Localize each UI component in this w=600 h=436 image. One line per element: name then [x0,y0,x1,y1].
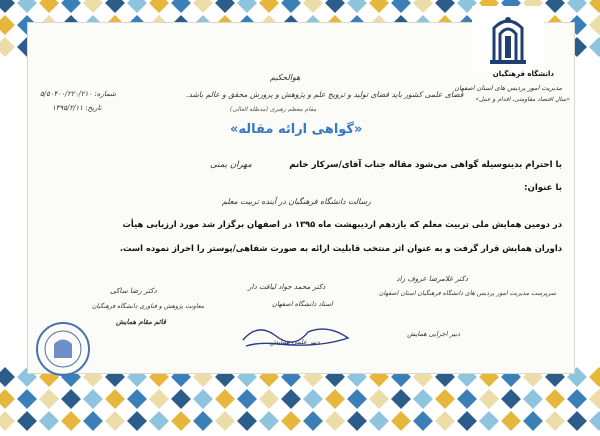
university-emblem-icon [472,6,544,72]
letter-date: تاریخ: ۱۳۹۵/۲/۱۱ [52,104,102,112]
subject-label: با عنوان: [524,183,562,193]
slogan-text: فضای علمی کشور باید فضای تولید و ترویج علم و پژوهش و پرورش محقق و عالم باشد. [186,90,464,99]
recipient-line: با احترام بدینوسیله گواهی می‌شود مقاله جناب آقای/سرکار خانم [289,160,562,170]
signatory-1-name: دکتر رضا ساکی [110,286,157,295]
letter-number: شماره: ۵/۵۰۴۰۰/۲۲۰/۲۱۰ [40,90,116,98]
signatory-1-role: قائم مقام همایش [116,318,166,326]
signatory-2-name: دکتر محمد جواد لیاقت دار [248,282,326,291]
body-line-1: در دومین همایش ملی تربیت معلم که یازدهم اردیبهشت ماه ۱۳۹۵ در اصفهان برگزار شد مورد ارزیابی هیأت [122,219,562,229]
signatory-2-role: دبیر علمی همایش [270,338,320,346]
signature-scribble [238,318,358,352]
org-name: دانشگاه فرهنگیان [492,70,554,78]
recipient-name: مهران یمنی [210,160,252,170]
certificate-title: «گواهی ارائه مقاله» [230,122,363,137]
body-line-2: داوران همایش قرار گرفت و به عنوان اثر منتخب قابلیت ارائه به صورت شفاهی/پوستر را احراز نموده است. [119,243,562,253]
signatory-2-title: استاد دانشگاه اصفهان [272,300,333,308]
slogan-source: مقام معظم رهبری (مدظله العالی) [230,106,317,113]
org-subtitle: مدیریت امور پردیس های استان اصفهان [454,84,562,92]
signatory-3-name: دکتر غلامرضا عروف زاد [396,274,468,283]
subject-text: رسالت دانشگاه فرهنگیان در آینده تربیت معلم [222,197,371,206]
signatory-3-title: سرپرست مدیریت امور پردیس های دانشگاه فرهنگیان استان اصفهان [379,290,556,297]
signatory-3-role: دبیر اجرایی همایش [407,330,460,338]
signatory-1-title: معاونت پژوهش و فناوری دانشگاه فرهنگیان [92,303,205,310]
year-slogan: «سال اقتصاد مقاومتی، اقدام و عمل» [475,96,570,103]
round-seal-stamp-icon [34,320,92,378]
top-caption: هوالحکیم [270,73,301,82]
